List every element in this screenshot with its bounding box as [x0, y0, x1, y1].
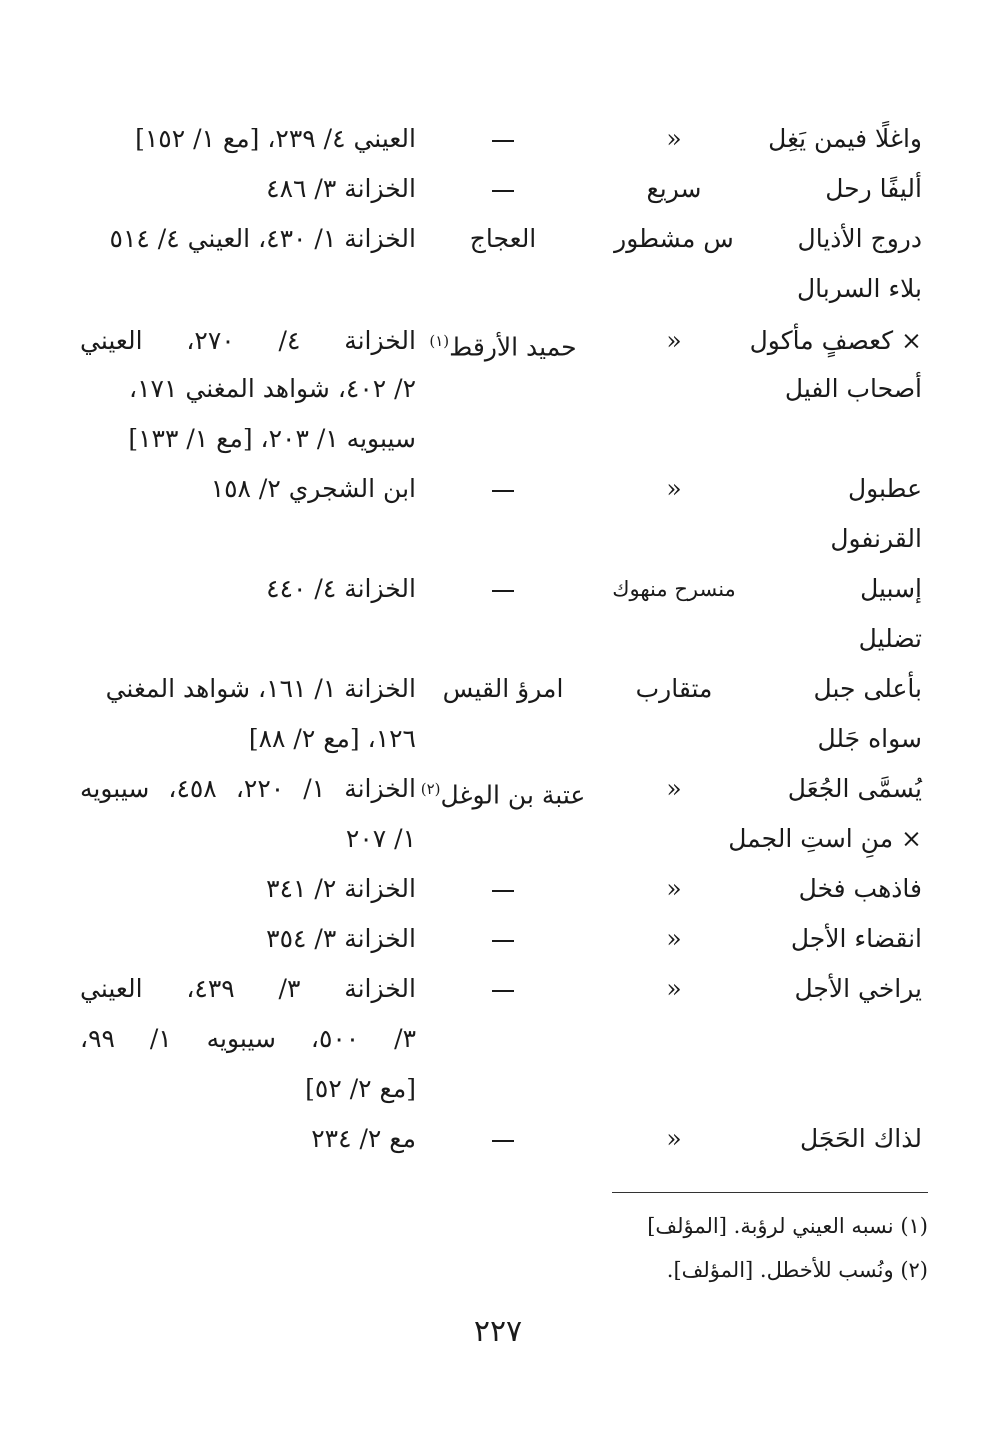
verse-text: يُسمَّى الجُعَل — [787, 774, 922, 803]
poet-empty-dash — [398, 1114, 608, 1164]
table-row — [0, 564, 996, 614]
poet-empty-dash — [398, 114, 608, 164]
table-row — [0, 1014, 996, 1064]
source-text: ٣/ ٥٠٠، سيبويه ١/ ٩٩، — [80, 1024, 417, 1053]
verse-text: تضليل — [858, 624, 922, 653]
source-text: سيبويه ١/ ٢٠٣، [مع ١/ ١٣٣] — [128, 424, 416, 453]
dash-mark — [492, 190, 514, 192]
footnote-marker: (٢) — [420, 780, 441, 798]
poet-empty-dash — [398, 164, 608, 214]
source-text: ٢/ ٤٠٢، شواهد المغني ١٧١، — [129, 374, 416, 403]
table-row — [0, 914, 996, 964]
footnote — [548, 1252, 928, 1288]
table-row — [0, 714, 996, 764]
table-row — [0, 464, 996, 514]
table-row — [0, 364, 996, 414]
source-text: العيني ٤/ ٢٣٩، [مع ١/ ١٥٢] — [135, 124, 416, 153]
meter-text: سريع — [646, 174, 702, 203]
source-text: الخزانة ١/ ١٦١، شواهد المغني — [105, 674, 416, 703]
verse-text: أصحاب الفيل — [784, 374, 922, 403]
table-row — [0, 514, 996, 564]
verse-text: يراخي الأجل — [794, 974, 922, 1003]
verse-text: القرنفول — [830, 524, 922, 553]
poet-empty-dash — [398, 964, 608, 1014]
poet-cell — [398, 764, 608, 820]
dash-mark — [492, 1140, 514, 1142]
dash-mark — [492, 940, 514, 942]
verse-text: بأعلى جبل — [813, 674, 922, 703]
meter-text: « — [666, 924, 682, 953]
verse-text: سواه جَلل — [817, 724, 922, 753]
source-text: ١٢٦، [مع ٢/ ٨٨] — [248, 724, 416, 753]
table-row — [0, 164, 996, 214]
meter-text: « — [666, 1124, 682, 1153]
table-row — [0, 414, 996, 464]
table-row — [0, 964, 996, 1014]
footnote-text: ونُسب للأخطل. [المؤلف]. — [666, 1258, 894, 1282]
table-row — [0, 664, 996, 714]
dash-mark — [492, 990, 514, 992]
meter-text: « — [666, 874, 682, 903]
table-row — [0, 114, 996, 164]
source-text: الخزانة ٣/ ٣٥٤ — [266, 924, 416, 953]
verse-text: واغلًا فيمن يَغِل — [768, 124, 922, 153]
meter-text: متقارب — [635, 674, 713, 703]
meter-text: منسرح منهوك — [612, 577, 736, 601]
source-text: الخزانة ٣/ ٤٣٩، العيني — [80, 974, 416, 1003]
source-text: ابن الشجري ٢/ ١٥٨ — [210, 474, 416, 503]
table-row — [0, 214, 996, 264]
dash-mark — [492, 890, 514, 892]
table-row — [0, 864, 996, 914]
dash-mark — [492, 590, 514, 592]
poet-text: امرؤ القيس — [442, 674, 564, 703]
verse-text: فاذهب فخل — [798, 874, 922, 903]
meter-text: « — [666, 124, 682, 153]
poet-empty-dash — [398, 464, 608, 514]
dash-mark — [492, 140, 514, 142]
table-row — [0, 1114, 996, 1164]
verse-text: × منِ استِ الجمل — [728, 824, 922, 853]
source-text: الخزانة ٤/ ٤٤٠ — [266, 574, 416, 603]
source-text: ١/ ٢٠٧ — [345, 824, 416, 853]
poet-text: عتبة بن الوغل — [440, 780, 586, 810]
footnote-separator — [612, 1192, 928, 1193]
verse-text: × كعصفٍ مأكول — [749, 326, 922, 355]
meter-text: س مشطور — [614, 224, 734, 253]
table-row — [0, 1064, 996, 1114]
footnote-number: (٢) — [900, 1258, 928, 1282]
poet-text: حميد الأرقط — [449, 332, 577, 362]
poet-text: العجاج — [469, 224, 537, 253]
source-text: الخزانة ٤/ ٢٧٠، العيني — [80, 326, 416, 355]
dash-mark — [492, 490, 514, 492]
footnote — [548, 1208, 928, 1244]
source-text: الخزانة ٣/ ٤٨٦ — [266, 174, 416, 203]
verse-text: دروج الأذيال — [797, 224, 922, 253]
table-row — [0, 316, 996, 366]
page-number: ٢٢٧ — [473, 1314, 523, 1349]
poet-empty-dash — [398, 864, 608, 914]
verse-text: عطبول — [847, 474, 922, 503]
table-row — [0, 264, 996, 314]
verse-text: إسبيل — [860, 574, 922, 603]
source-text: مع ٢/ ٢٣٤ — [311, 1124, 416, 1153]
footnote-number: (١) — [900, 1214, 928, 1238]
verse-text: انقضاء الأجل — [790, 924, 922, 953]
verse-text: لذاك الحَجَل — [799, 1124, 922, 1153]
meter-text: « — [666, 974, 682, 1003]
table-row — [0, 814, 996, 864]
source-text: الخزانة ١/ ٤٣٠، العيني ٤/ ٥١٤ — [109, 224, 416, 253]
footnote-marker: (١) — [429, 332, 450, 350]
source-text: الخزانة ١/ ٢٢٠، ٤٥٨، سيبويه — [80, 774, 416, 803]
table-row — [0, 764, 996, 814]
verse-text: بلاء السربال — [797, 274, 922, 303]
table-row — [0, 614, 996, 664]
poet-empty-dash — [398, 914, 608, 964]
source-text: الخزانة ٢/ ٣٤١ — [266, 874, 416, 903]
meter-text: « — [666, 474, 682, 503]
source-text: [مع ٢/ ٥٢] — [305, 1074, 416, 1103]
footnote-text: نسبه العيني لرؤبة. [المؤلف] — [647, 1214, 894, 1238]
verse-text: أليفًا رحل — [825, 174, 922, 203]
poet-empty-dash — [398, 564, 608, 614]
meter-text: « — [666, 774, 682, 803]
meter-text: « — [666, 326, 682, 355]
